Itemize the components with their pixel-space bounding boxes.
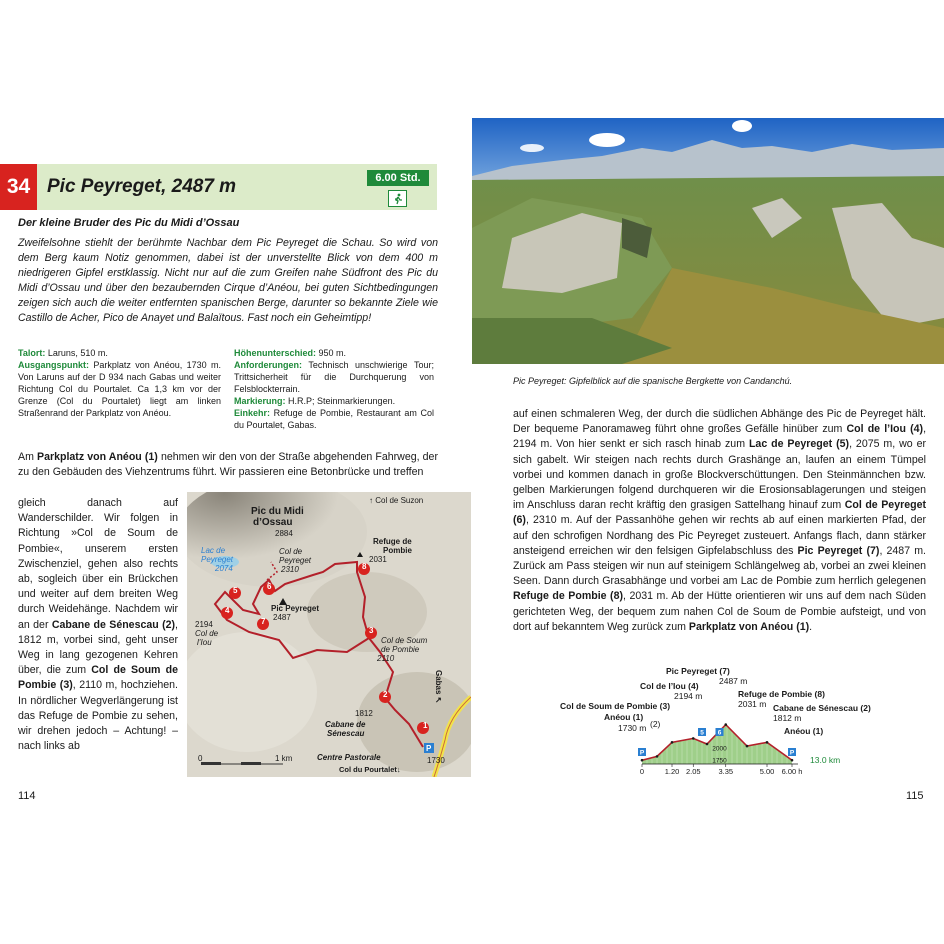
body-text-wide: Am Parkplatz von Anéou (1) nehmen wir den von der Straße abgehenden Fahrweg, der zu den Gebäuden des Viehzentrums führt. Wir passieren eine Betonbrücke und treffen xyxy=(18,451,438,479)
map-label-altitude: 1730 xyxy=(427,756,445,765)
profile-label-cabane: Cabane de Sénescau (2) xyxy=(773,703,871,713)
profile-point xyxy=(692,737,695,740)
map-label-altitude: 2074 xyxy=(215,564,233,573)
map-label-centre-pastorale: Centre Pastorale xyxy=(317,753,381,762)
parking-label: P xyxy=(426,744,432,753)
profile-point xyxy=(746,745,749,748)
waypoint-label: 6 xyxy=(267,582,272,591)
profile-point xyxy=(656,755,659,758)
route-map xyxy=(187,492,471,777)
map-label-col-de-soum: Col de Soum xyxy=(381,636,428,645)
map-label-pic-du-midi: d’Ossau xyxy=(253,517,293,528)
info-item: Ausgangspunkt: Parkplatz von Anéou, 1730 m. Von Laruns auf der D 934 nach Gabas und weiter Richtung Col du Pourtalet. Ca 1,3 km vor der Grenze (Col du Pourtalet) liegt am linken Straßenrand der Parkplatz von Anéou. xyxy=(18,360,221,418)
body-text-right xyxy=(513,407,926,635)
map-label-col-de-suzon: ↑ Col de Suzon xyxy=(369,496,424,505)
scale-label: 1 km xyxy=(275,754,293,763)
waypoint-label: 1 xyxy=(423,721,428,730)
summit-photo xyxy=(472,118,944,364)
profile-label-altitude: 2194 m xyxy=(674,691,703,701)
waypoint-name: Col de Peyreget (6) xyxy=(513,499,926,527)
tour-number: 34 xyxy=(0,164,37,210)
page-number-left: 114 xyxy=(18,790,36,802)
body-run: , 2031 m. Ab der Hütte orientieren wir uns auf dem nach Süden gerichteten Weg, der bequem zum nahen Col de Soum de Pombie aufsteigt, und von dort auf bekanntem Weg zurück zum xyxy=(513,590,927,633)
map-label-gabas: Gabas ↖ xyxy=(434,670,443,704)
map-label-altitude: 2487 xyxy=(273,613,291,622)
info-item: Anforderungen: Technisch unschwierige Tour; Trittsicherheit für die Durchquerung von Felsblockterrain. xyxy=(234,360,434,394)
profile-point xyxy=(706,743,709,746)
body-run: . xyxy=(809,620,813,633)
waypoint-label: 4 xyxy=(225,606,230,615)
map-label-col-de-lou: l’Iou xyxy=(197,638,212,647)
info-item: Markierung: H.R.P; Steinmarkierungen. xyxy=(234,396,396,406)
map-label-altitude: 1812 xyxy=(355,709,373,718)
waypoint-name: Lac de Peyreget (5) xyxy=(748,438,850,451)
page-number-right: 115 xyxy=(906,790,924,802)
info-item: Einkehr: Refuge de Pombie, Restaurant am Col du Pourtalet, Gabas. xyxy=(234,408,434,430)
body-run: auf einen schmaleren Weg, der durch die südlichen Abhänge des Pic de Peyreget hält. Der bequeme Panoramaweg führt ohne großes Gefälle hinüber zum xyxy=(513,408,926,436)
map-label-altitude: 2031 xyxy=(369,555,387,564)
x-tick-label: 6.00 h xyxy=(781,767,803,776)
waypoint-name: Refuge de Pombie (8) xyxy=(513,590,624,603)
tour-intro: Zweifelsohne stiehlt der berühmte Nachbar dem Pic Peyreget die Schau. So wird von dem Berg kaum Notiz genommen, dabei ist der unverstellte Blick von dem 400 m niedrigeren Gipfel erstklassig. Nicht nur auf die zum Greifen nahe Südfront des Pic du Midi d’Ossau und über den bezaubernden Cirque d’Anéou, bei guten Sichtbedingungen zeigen sich auch die weiter entfernten spanischen Berge, darunter so bekannte Ziele wie Castillo de Acher, Pico de Anayet und Balaïtous. Fast noch ein Geheimtipp! xyxy=(18,237,438,324)
waypoint-label: 8 xyxy=(362,562,367,571)
profile-label-altitude: 2031 m xyxy=(738,699,767,709)
map-label-col-de-peyreget: Peyreget xyxy=(279,556,312,565)
waypoint-name: Pic Peyreget (7) xyxy=(797,544,880,557)
map-label-refuge: Refuge de xyxy=(373,537,412,546)
x-tick-label: 3.35 xyxy=(718,767,734,776)
profile-marker-label: P xyxy=(789,749,795,757)
waypoint-name: Col de l’Iou (4) xyxy=(846,423,924,436)
y-tick-label: 1750 xyxy=(712,757,727,765)
profile-label-col-de-soum: Col de Soum de Pombie (3) xyxy=(560,701,671,711)
profile-label-refuge: Refuge de Pombie (8) xyxy=(738,689,825,699)
body-run: , 2310 m. Auf der Passanhöhe gehen wir rechts ab auf einen markierten Pfad, der auf den schrofigen Nordhang des Pic Peyreget zusteuert. Anfangs flach, dann stärker ansteigend erreichen wir den felsigen Gipfelabschluss des xyxy=(513,514,926,557)
map-label-lake: Lac de xyxy=(201,546,226,555)
scale-label: 0 xyxy=(198,754,203,763)
profile-point xyxy=(791,759,794,762)
info-column-right xyxy=(234,347,434,431)
profile-marker-label: 5 xyxy=(700,729,704,737)
tour-subtitle: Der kleine Bruder des Pic du Midi d’Ossau xyxy=(18,217,240,229)
x-tick-label: 0 xyxy=(639,767,645,776)
profile-label-aneou-end: Anéou (1) xyxy=(784,726,824,736)
map-label-cabane: Cabane de xyxy=(325,720,366,729)
map-label-lake: Peyreget xyxy=(201,555,234,564)
x-tick-label: 1.20 xyxy=(664,767,680,776)
waypoint-label: 3 xyxy=(369,626,374,635)
map-label-col-du-pourtalet: Col du Pourtalet↓ xyxy=(339,765,401,774)
map-label-col-de-soum: de Pombie xyxy=(381,645,420,654)
waypoint-label: 7 xyxy=(261,617,266,626)
info-item: Höhenunterschied: 950 m. xyxy=(234,348,347,358)
profile-point xyxy=(724,723,727,726)
map-label-altitude: 2110 xyxy=(377,654,395,663)
map-label-altitude: 2884 xyxy=(275,529,293,538)
info-item: Talort: Laruns, 510 m. xyxy=(18,348,108,358)
profile-marker-label: P xyxy=(639,749,645,757)
map-label-refuge: Pombie xyxy=(383,546,412,555)
body-run: , 2194 m. Von hier senkt er sich rasch hinab zum xyxy=(513,423,927,451)
map-label-col-de-lou: Col de xyxy=(195,629,219,638)
profile-total-distance: 13.0 km xyxy=(810,755,841,765)
photo-caption: Pic Peyreget: Gipfelblick auf die spanische Bergkette von Candanchú. xyxy=(513,376,793,386)
map-label-pic-du-midi: Pic du Midi xyxy=(251,506,304,517)
profile-label-waypoint: (2) xyxy=(650,719,661,729)
map-label-altitude: 2310 xyxy=(281,565,299,574)
profile-point xyxy=(766,741,769,744)
duration-badge: 6.00 Std. xyxy=(367,170,429,186)
waypoint-label: 2 xyxy=(383,690,388,699)
waypoint-label: 5 xyxy=(233,586,238,595)
map-label-pic-peyreget: Pic Peyreget xyxy=(271,604,320,613)
profile-label-pic-peyreget: Pic Peyreget (7) xyxy=(666,666,730,676)
profile-label-col-de-lou: Col de l’Iou (4) xyxy=(640,681,699,691)
map-label-col-de-peyreget: Col de xyxy=(279,547,303,556)
profile-marker-label: 6 xyxy=(717,729,722,737)
profile-label-altitude: 1812 m xyxy=(773,713,802,723)
hiker-icon xyxy=(388,190,407,207)
x-tick-label: 2.05 xyxy=(685,767,701,776)
y-tick-label: 2000 xyxy=(712,745,727,753)
tour-title: Pic Peyreget, 2487 m xyxy=(47,176,237,197)
profile-label-altitude: 1730 m xyxy=(618,723,647,733)
info-column-left xyxy=(18,347,221,419)
body-run: , 2487 m. Zurück am Pass steigen wir nun auf steinigem Schlängelweg ab, vorbei an zwei kleinen Seen. Dann durch Grasabhänge und vorbei am Lac de Pombie zum herrlich gelegenen xyxy=(513,544,926,588)
x-tick-label: 5.00 xyxy=(759,767,775,776)
profile-point xyxy=(641,759,644,762)
profile-label-altitude: 2487 m xyxy=(719,676,748,686)
body-text-narrow: gleich danach auf Wanderschilder. Wir folgen in Richtung »Col de Soum de Pombie«, unserem ersten Zwischenziel, gehen also rechts ab, sogleich über ein Brückchen und weiter auf dem breiten Weg durch Weidehänge. Nachdem wir an der Cabane de Sénescau (2), 1812 m, vorbei sind, geht unser Weg in lang gezogenen Kehren über, die zum Col de Soum de Pombie (3), 2110 m, hochziehen. In nördlicher Wegverlängerung ist das Refuge de Pombie zu sehen, wir drehen jedoch – Achtung! – nach links ab xyxy=(18,497,178,753)
map-label-altitude: 2194 xyxy=(195,620,213,629)
profile-point xyxy=(671,741,674,744)
profile-label-aneou: Anéou (1) xyxy=(604,712,644,722)
elevation-profile xyxy=(556,664,871,784)
waypoint-name: Parkplatz von Anéou (1) xyxy=(688,620,810,633)
map-label-cabane: Sénescau xyxy=(327,729,365,738)
body-run: , 2075 m, wo er sich gabelt. Wir steigen nach rechts durch Grashänge an, laufen an einem Tümpel vorbei und kommen danach in große Blockverschüttungen. Den Steinmännchen bzw. gelben Markierungen folgend durchqueren wir die Erosionsablagerungen und steigen im Anschluss daran recht kräftig den grasigen Sattelhang hinauf zum xyxy=(513,438,927,512)
